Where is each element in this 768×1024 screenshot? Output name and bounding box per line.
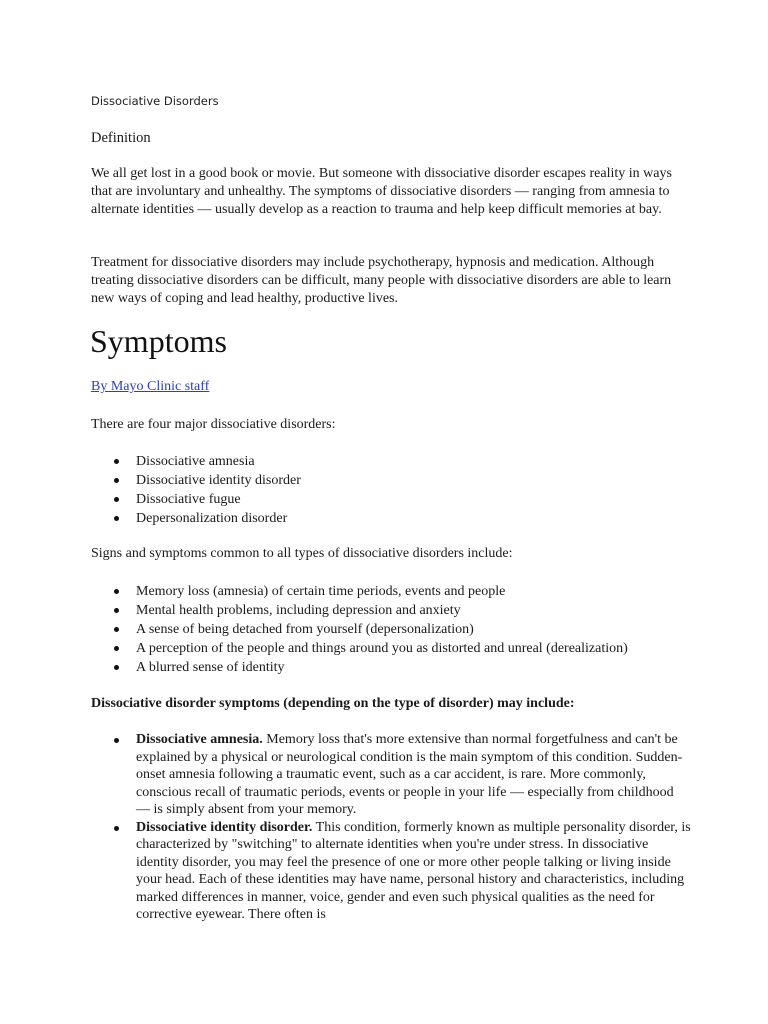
document-title: Dissociative Disorders xyxy=(91,94,219,108)
list-item-text: Depersonalization disorder xyxy=(136,511,288,526)
bullet-icon xyxy=(114,516,119,521)
list-item xyxy=(91,452,681,471)
list-item-text: A perception of the people and things around you as distorted and unreal (derealization) xyxy=(136,641,628,656)
byline-link[interactable]: By Mayo Clinic staff xyxy=(91,379,210,394)
list-item xyxy=(91,509,681,528)
major-disorders-intro: There are four major dissociative disorders: xyxy=(91,417,336,432)
bullet-icon xyxy=(114,589,119,594)
bullet-icon xyxy=(114,738,119,743)
type-symptoms-list xyxy=(91,731,691,924)
list-item-text: Dissociative fugue xyxy=(136,492,241,507)
list-item xyxy=(91,601,681,620)
list-item xyxy=(91,582,681,601)
list-item-text: Dissociative identity disorder xyxy=(136,473,301,488)
bullet-icon xyxy=(114,608,119,613)
signs-intro: Signs and symptoms common to all types of dissociative disorders include: xyxy=(91,546,513,561)
symptom-description: Memory loss that's more extensive than normal forgetfulness and can't be explained by a physical or neurological condition is the main symptom of this condition. Sudden-onset amnesia following a traumatic event, such as a car accident, is rare. More commonly, conscious recall of traumatic periods, events or people in your life — especially from childhood — is simply absent from your memory. xyxy=(136,732,683,817)
list-item xyxy=(91,819,691,924)
bullet-icon xyxy=(114,497,119,502)
bullet-icon xyxy=(114,459,119,464)
list-item-text: A blurred sense of identity xyxy=(136,660,285,675)
bullet-icon xyxy=(114,627,119,632)
type-symptoms-heading: Dissociative disorder symptoms (depending on the type of disorder) may include: xyxy=(91,696,575,711)
symptoms-heading: Symptoms xyxy=(90,323,227,359)
bullet-icon xyxy=(114,665,119,670)
symptom-term: Dissociative amnesia. xyxy=(136,732,263,747)
list-item xyxy=(91,639,681,658)
signs-list xyxy=(91,582,681,677)
list-item-text: Mental health problems, including depression and anxiety xyxy=(136,603,461,618)
list-item-text: Memory loss (amnesia) of certain time periods, events and people xyxy=(136,584,506,599)
list-item-text: Dissociative amnesia xyxy=(136,454,255,469)
major-disorders-list xyxy=(91,452,681,528)
bullet-icon xyxy=(114,646,119,651)
bullet-icon xyxy=(114,826,119,831)
symptom-description: This condition, formerly known as multiple personality disorder, is characterized by "switching" to alternate identities when you're under stress. In dissociative identity disorder, you may feel the presence of one or more other people talking or living inside your head. Each of these identities may have name, personal history and characteristics, including marked differences in manner, voice, gender and even such physical qualities as the need for corrective eyewear. There often is xyxy=(136,819,691,922)
definition-paragraph-1: We all get lost in a good book or movie. But someone with dissociative disorder escapes reality in ways that are involuntary and unhealthy. The symptoms of dissociative disorders — ranging from amnesia to alternate identities — usually develop as a reaction to trauma and help keep difficult memories at bay. xyxy=(91,166,672,217)
list-item xyxy=(91,471,681,490)
bullet-icon xyxy=(114,478,119,483)
list-item-text: A sense of being detached from yourself (depersonalization) xyxy=(136,622,474,637)
list-item xyxy=(91,620,681,639)
definition-paragraph-2: Treatment for dissociative disorders may include psychotherapy, hypnosis and medication. Although treating dissociative disorders can be difficult, many people with dissociative disorders are able to learn new ways of coping and lead healthy, productive lives. xyxy=(91,255,672,306)
symptom-term: Dissociative identity disorder. xyxy=(136,819,313,835)
list-item xyxy=(91,731,691,819)
definition-heading: Definition xyxy=(91,130,151,146)
list-item xyxy=(91,658,681,677)
list-item xyxy=(91,490,681,509)
